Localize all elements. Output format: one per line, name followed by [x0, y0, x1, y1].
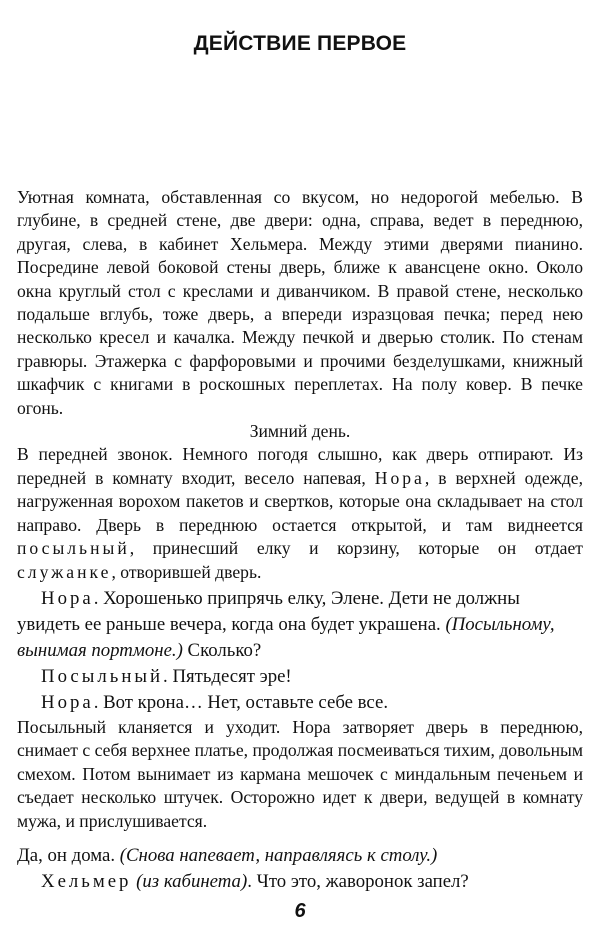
stage-direction-opening: [17, 186, 583, 584]
stage-entrance-text-2: , в верхней одежде, нагруженная ворохом пакетов и свертков, которые она складывает на стол направо. Дверь в переднюю остается открытой, и там виднеется: [17, 467, 584, 535]
stage-entrance: [17, 443, 583, 583]
stage-entrance-text-4: , отворившей дверь.: [111, 561, 262, 582]
line-text: . Пятьдесят эре!: [163, 666, 292, 687]
line-text: . Что это, жаворонок запел?: [247, 871, 469, 892]
line-text-end: Сколько?: [182, 640, 262, 661]
line-text: . Хорошенько припрячь елку, Элене. Дети не должны увидеть ее раньше вечера, когда она будет украшена.: [17, 588, 520, 635]
line-text: . Вот крона… Нет, оставьте себе все.: [93, 692, 389, 713]
speaker-name: Нора: [41, 692, 94, 713]
dialogue-line-nora-2: [17, 690, 583, 716]
character-name-porter: посыльный: [17, 538, 130, 559]
stage-entrance-text-1: В передней звонок. Немного погодя слышно, как дверь отпирают. Из передней в комнату входит, весело напевая,: [17, 444, 583, 488]
line-text: Да, он дома.: [17, 845, 120, 866]
speaker-name: Посыльный: [41, 666, 164, 687]
act-title: ДЕЙСТВИЕ ПЕРВОЕ: [193, 32, 407, 55]
dialogue-line-nora-3: [17, 843, 583, 869]
stage-remark: (из кабинета): [131, 871, 248, 892]
stage-time-note: Зимний день.: [249, 421, 351, 442]
dialogue-block-1: [17, 586, 583, 716]
character-name-nora: Нора: [374, 467, 425, 488]
dialogue-line-nora-1: [17, 586, 583, 664]
speaker-name: Хельмер: [41, 871, 132, 892]
stage-remark: (Посыльному, вынимая портмоне.): [17, 614, 555, 661]
dialogue-line-helmer: [17, 869, 583, 895]
character-name-maid: служанке: [17, 561, 112, 582]
stage-direction-middle: [17, 716, 583, 833]
stage-description: Уютная комната, обставленная со вкусом, но недорогой мебелью. В глубине, в средней стене, две двери: одна, справа, ведет в переднюю, другая, слева, в кабинет Хельмера. Между этими дверями пианино. Посредине левой боковой стены дверь, ближе к авансцене окно. Около окна круглый стол с креслами и диванчиком. В правой стене, несколько подальше вглубь, тоже дверь, а впереди изразцовая печка; перед нею несколько кресел и качалка. Между печкой и дверью столик. По стенам гравюры. Этажерка с фарфоровыми и прочими безделушками, книжный шкафчик с книгами в роскошных переплетах. На полу ковер. В печке огонь.: [17, 187, 583, 418]
stage-action: Посыльный кланяется и уходит. Нора затворяет дверь в переднюю, снимает с себя верхнее платье, продолжая посмеиваться тихим, довольным смехом. Потом вынимает из кармана мешочек с миндальным печеньем и съедает несколько штучек. Осторожно идет к двери, ведущей в комнату мужа, и прислушивается.: [17, 717, 583, 831]
stage-entrance-text-3: , принесший елку и корзину, которые он отдает: [129, 538, 583, 559]
dialogue-line-porter: [17, 664, 583, 690]
stage-remark: (Снова напевает, направляясь к столу.): [119, 845, 438, 866]
speaker-name: Нора: [41, 588, 94, 609]
dialogue-block-2: [17, 843, 583, 895]
page-number: 6: [294, 900, 306, 922]
